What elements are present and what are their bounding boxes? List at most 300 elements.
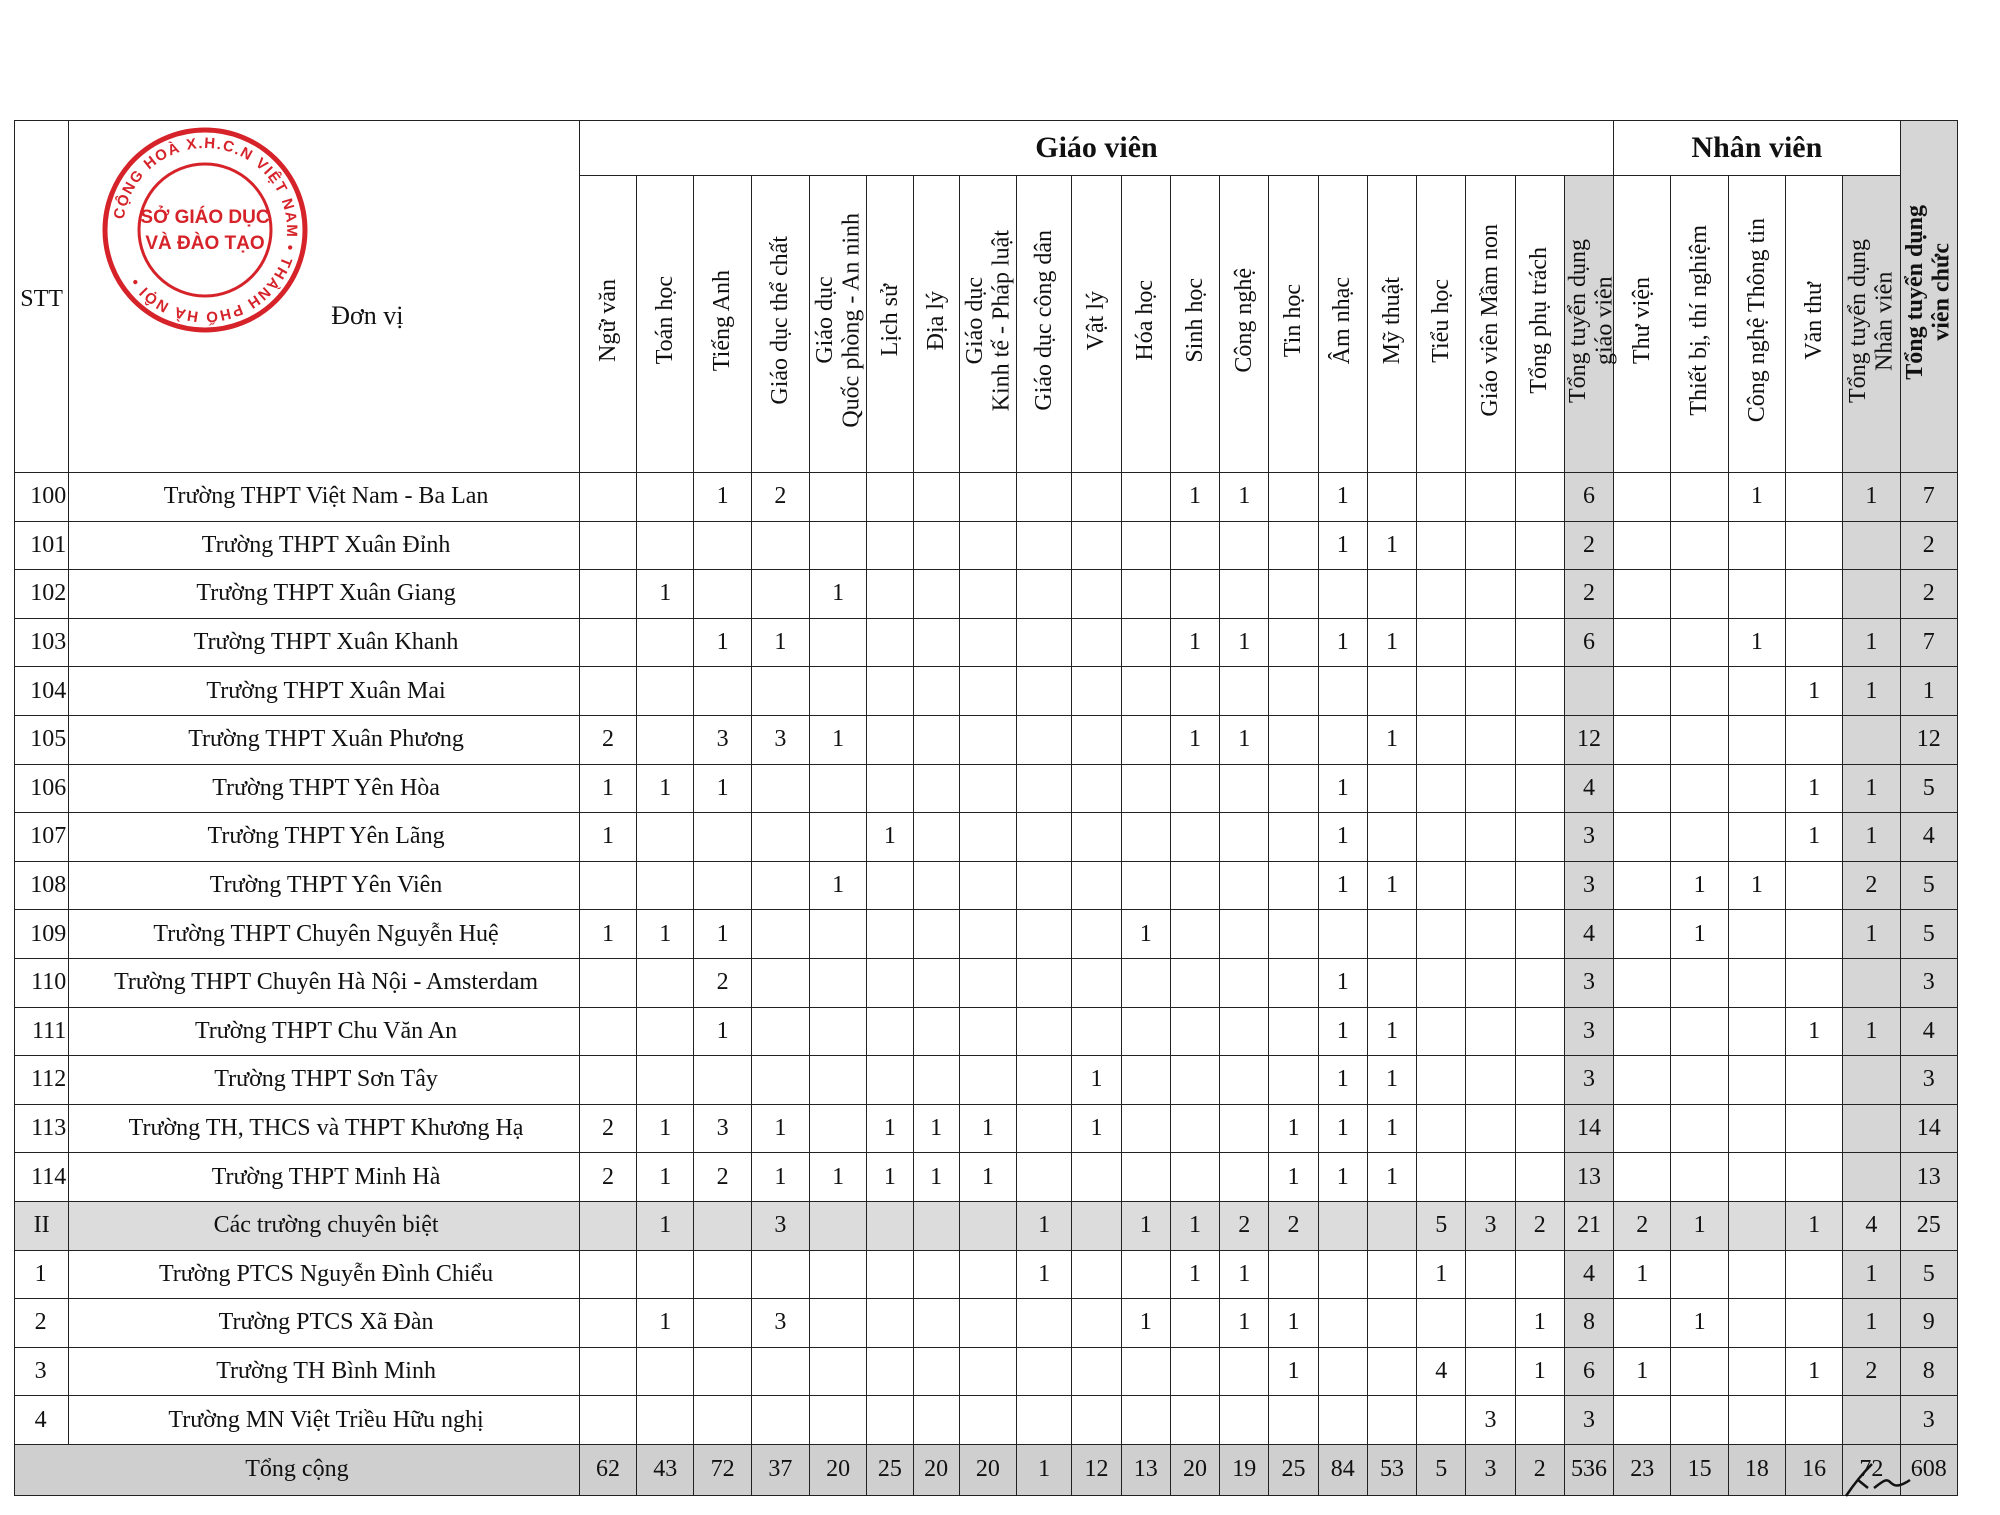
cell [867, 667, 913, 716]
row-unit-name: Trường THPT Xuân Đỉnh [69, 521, 580, 570]
cell: 25 [1900, 1201, 1957, 1250]
cell: 1 [637, 570, 694, 619]
cell [1220, 910, 1269, 959]
cell: 4 [1564, 1250, 1613, 1299]
cell: 1 [1170, 473, 1219, 522]
cell: 1 [637, 1201, 694, 1250]
cell [637, 667, 694, 716]
cell [959, 764, 1016, 813]
cell [1220, 861, 1269, 910]
cell [913, 1056, 959, 1105]
cell: 9 [1900, 1299, 1957, 1348]
cell [1072, 1347, 1121, 1396]
total-cell: 5 [1417, 1444, 1466, 1495]
cell: 1 [1318, 1056, 1367, 1105]
cell [1121, 1104, 1170, 1153]
column-header-23: Văn thư [1785, 176, 1842, 473]
row-stt: 105 [15, 715, 69, 764]
cell [1785, 1056, 1842, 1105]
column-header-22: Công nghệ Thông tin [1728, 176, 1785, 473]
cell: 1 [1367, 861, 1416, 910]
cell [1017, 1299, 1072, 1348]
cell [694, 861, 751, 910]
cell [694, 1056, 751, 1105]
cell [1367, 667, 1416, 716]
cell [1121, 764, 1170, 813]
cell: 1 [1072, 1104, 1121, 1153]
cell [1121, 570, 1170, 619]
cell: 3 [1564, 1007, 1613, 1056]
cell [1728, 910, 1785, 959]
total-cell: 536 [1564, 1444, 1613, 1495]
cell [913, 861, 959, 910]
cell: 1 [1367, 1104, 1416, 1153]
column-header-1: Toán học [637, 176, 694, 473]
total-cell: 15 [1671, 1444, 1728, 1495]
cell [810, 1007, 867, 1056]
cell [1671, 1347, 1728, 1396]
cell [694, 1347, 751, 1396]
column-header-7: Giáo dục Kinh tế - Pháp luật [959, 176, 1016, 473]
cell [1072, 1299, 1121, 1348]
column-header-3: Giáo dục thể chất [751, 176, 809, 473]
cell [579, 1347, 636, 1396]
cell: 1 [1843, 667, 1900, 716]
table-row [15, 1007, 1958, 1056]
cell [810, 958, 867, 1007]
cell [959, 1250, 1016, 1299]
cell: 2 [694, 1153, 751, 1202]
cell: 2 [1564, 570, 1613, 619]
total-cell: 62 [579, 1444, 636, 1495]
cell: 1 [1318, 1007, 1367, 1056]
cell [959, 958, 1016, 1007]
initials-signature [1838, 1458, 1928, 1503]
cell [1417, 618, 1466, 667]
cell [1515, 1396, 1564, 1445]
cell: 3 [751, 715, 809, 764]
cell: 2 [1900, 521, 1957, 570]
cell [810, 473, 867, 522]
cell [1785, 473, 1842, 522]
cell [1417, 910, 1466, 959]
cell [1121, 1007, 1170, 1056]
cell [1728, 1299, 1785, 1348]
cell [1843, 1056, 1900, 1105]
cell [694, 1299, 751, 1348]
row-stt: II [15, 1201, 69, 1250]
cell [1671, 764, 1728, 813]
cell [913, 764, 959, 813]
cell [1785, 1153, 1842, 1202]
cell: 4 [1417, 1347, 1466, 1396]
cell: 1 [867, 1153, 913, 1202]
cell [1728, 764, 1785, 813]
cell [1515, 1250, 1564, 1299]
cell [1170, 1007, 1219, 1056]
cell [1269, 1396, 1318, 1445]
cell [751, 1347, 809, 1396]
table-row [15, 958, 1958, 1007]
row-stt: 107 [15, 813, 69, 862]
cell: 1 [1170, 618, 1219, 667]
cell [1072, 861, 1121, 910]
cell: 2 [579, 1153, 636, 1202]
cell [1417, 570, 1466, 619]
cell: 4 [1900, 1007, 1957, 1056]
cell [913, 473, 959, 522]
row-stt: 100 [15, 473, 69, 522]
cell: 1 [1220, 473, 1269, 522]
cell [1269, 910, 1318, 959]
cell [1318, 1299, 1367, 1348]
group-row [15, 1201, 1958, 1250]
cell: 1 [1843, 1250, 1900, 1299]
seal-center-line2: VÀ ĐÀO TẠO [145, 233, 265, 254]
cell [913, 1250, 959, 1299]
cell [579, 1007, 636, 1056]
cell [1843, 1396, 1900, 1445]
cell [959, 1056, 1016, 1105]
cell [1785, 1250, 1842, 1299]
cell [1614, 715, 1671, 764]
cell [1269, 813, 1318, 862]
cell [1728, 1201, 1785, 1250]
stt-header: STT [15, 121, 69, 473]
cell [751, 861, 809, 910]
cell [1728, 521, 1785, 570]
column-header-8: Giáo dục công dân [1017, 176, 1072, 473]
column-header-11: Sinh học [1170, 176, 1219, 473]
column-header-10: Hóa học [1121, 176, 1170, 473]
cell [1614, 1299, 1671, 1348]
cell: 1 [1785, 667, 1842, 716]
cell: 12 [1564, 715, 1613, 764]
cell [1017, 521, 1072, 570]
cell: 1 [1900, 667, 1957, 716]
cell [1367, 1299, 1416, 1348]
table-row [15, 618, 1958, 667]
grand-total-header: Tổng tuyển dụng viên chức [1900, 121, 1957, 473]
cell: 1 [1318, 764, 1367, 813]
cell: 1 [1318, 1104, 1367, 1153]
cell: 1 [1318, 618, 1367, 667]
cell: 2 [1843, 861, 1900, 910]
cell: 1 [1318, 1153, 1367, 1202]
cell [1417, 1007, 1466, 1056]
cell [1671, 1396, 1728, 1445]
seal-ring-text: CỘNG HOÀ X.H.C.N VIỆT NAM • THÀNH PHỐ HÀ NỘI • [110, 134, 301, 326]
cell: 3 [694, 1104, 751, 1153]
cell: 4 [1900, 813, 1957, 862]
cell [959, 813, 1016, 862]
cell: 1 [694, 764, 751, 813]
cell: 1 [1269, 1153, 1318, 1202]
row-stt: 109 [15, 910, 69, 959]
cell: 1 [1614, 1347, 1671, 1396]
cell [1367, 473, 1416, 522]
cell [1515, 570, 1564, 619]
cell [1121, 813, 1170, 862]
cell: 1 [1843, 1007, 1900, 1056]
cell [1515, 813, 1564, 862]
total-cell: 72 [1843, 1444, 1900, 1495]
cell: 1 [1843, 1299, 1900, 1348]
cell [1785, 861, 1842, 910]
cell [637, 813, 694, 862]
cell [1785, 715, 1842, 764]
cell [1614, 1104, 1671, 1153]
table-row [15, 910, 1958, 959]
cell [959, 1347, 1016, 1396]
cell [1614, 1396, 1671, 1445]
row-unit-name: Trường MN Việt Triều Hữu nghị [69, 1396, 580, 1445]
cell [1121, 521, 1170, 570]
cell [1121, 667, 1170, 716]
cell: 1 [1515, 1347, 1564, 1396]
cell: 1 [1220, 1299, 1269, 1348]
cell [810, 521, 867, 570]
column-header-16: Tiểu học [1417, 176, 1466, 473]
cell [1614, 910, 1671, 959]
cell [1017, 1056, 1072, 1105]
table-row [15, 473, 1958, 522]
row-stt: 2 [15, 1299, 69, 1348]
cell [694, 570, 751, 619]
cell [751, 570, 809, 619]
cell: 2 [1843, 1347, 1900, 1396]
cell: 13 [1564, 1153, 1613, 1202]
cell [1785, 910, 1842, 959]
cell [1614, 1153, 1671, 1202]
cell: 13 [1900, 1153, 1957, 1202]
cell [1367, 958, 1416, 1007]
cell [1220, 1104, 1269, 1153]
cell [1614, 473, 1671, 522]
cell [1417, 861, 1466, 910]
total-cell: 25 [1269, 1444, 1318, 1495]
cell [1417, 958, 1466, 1007]
cell [1466, 1056, 1515, 1105]
cell [1728, 1104, 1785, 1153]
cell [579, 473, 636, 522]
cell: 1 [694, 910, 751, 959]
cell [1220, 958, 1269, 1007]
cell [959, 1007, 1016, 1056]
cell [1170, 667, 1219, 716]
total-cell: 608 [1900, 1444, 1957, 1495]
cell [1614, 1007, 1671, 1056]
table-row [15, 521, 1958, 570]
cell [694, 1250, 751, 1299]
cell [579, 1056, 636, 1105]
cell: 14 [1900, 1104, 1957, 1153]
cell [1220, 813, 1269, 862]
cell: 5 [1900, 861, 1957, 910]
cell [1614, 813, 1671, 862]
cell [810, 667, 867, 716]
cell [1220, 1056, 1269, 1105]
cell: 3 [1466, 1396, 1515, 1445]
cell: 1 [1269, 1299, 1318, 1348]
cell [1318, 1396, 1367, 1445]
cell [1417, 1104, 1466, 1153]
row-unit-name: Trường THPT Xuân Mai [69, 667, 580, 716]
cell [1269, 861, 1318, 910]
cell [1220, 667, 1269, 716]
column-header-0: Ngữ văn [579, 176, 636, 473]
cell: 1 [1318, 861, 1367, 910]
cell [1785, 1299, 1842, 1348]
cell [1269, 1007, 1318, 1056]
cell [1515, 521, 1564, 570]
cell: 2 [1269, 1201, 1318, 1250]
cell: 1 [1843, 618, 1900, 667]
table-row [15, 667, 1958, 716]
cell: 1 [1170, 1250, 1219, 1299]
cell [1728, 1250, 1785, 1299]
column-header-18: Tổng phụ trách [1515, 176, 1564, 473]
cell [579, 1299, 636, 1348]
cell [1785, 570, 1842, 619]
cell [1671, 570, 1728, 619]
cell [1017, 861, 1072, 910]
cell: 6 [1564, 618, 1613, 667]
cell: 1 [913, 1153, 959, 1202]
cell [1417, 1056, 1466, 1105]
cell [913, 813, 959, 862]
cell [579, 861, 636, 910]
total-cell: 20 [913, 1444, 959, 1495]
total-cell: 23 [1614, 1444, 1671, 1495]
cell [959, 667, 1016, 716]
cell [579, 958, 636, 1007]
cell [637, 1396, 694, 1445]
cell: 1 [1170, 715, 1219, 764]
cell [959, 473, 1016, 522]
cell [1121, 1153, 1170, 1202]
cell [1614, 521, 1671, 570]
cell [1072, 1396, 1121, 1445]
cell [637, 1250, 694, 1299]
totals-label: Tổng cộng [15, 1444, 580, 1495]
cell [1785, 521, 1842, 570]
cell: 2 [1564, 521, 1613, 570]
row-unit-name: Trường THPT Xuân Khanh [69, 618, 580, 667]
cell [1417, 1153, 1466, 1202]
total-cell: 84 [1318, 1444, 1367, 1495]
row-stt: 112 [15, 1056, 69, 1105]
cell: 1 [1017, 1250, 1072, 1299]
cell: 3 [1564, 1396, 1613, 1445]
cell: 1 [1785, 1201, 1842, 1250]
cell [867, 715, 913, 764]
cell [810, 1299, 867, 1348]
cell [694, 813, 751, 862]
cell [1466, 570, 1515, 619]
cell [1515, 715, 1564, 764]
cell [1170, 764, 1219, 813]
cell [1017, 1007, 1072, 1056]
cell [1671, 958, 1728, 1007]
cell: 1 [810, 861, 867, 910]
cell [1269, 521, 1318, 570]
cell [1017, 1396, 1072, 1445]
cell [867, 764, 913, 813]
cell: 1 [1671, 861, 1728, 910]
cell [1466, 910, 1515, 959]
cell [1367, 764, 1416, 813]
cell [751, 1007, 809, 1056]
row-unit-name: Các trường chuyên biệt [69, 1201, 580, 1250]
cell [637, 1056, 694, 1105]
cell: 1 [1121, 1299, 1170, 1348]
cell [959, 910, 1016, 959]
cell: 4 [1564, 764, 1613, 813]
cell [1170, 1299, 1219, 1348]
table-row [15, 1056, 1958, 1105]
cell [1466, 1347, 1515, 1396]
cell: 5 [1900, 1250, 1957, 1299]
cell [1417, 813, 1466, 862]
cell: 4 [1843, 1201, 1900, 1250]
cell [1728, 570, 1785, 619]
cell [1614, 570, 1671, 619]
cell: 1 [1785, 1007, 1842, 1056]
cell: 1 [1367, 1007, 1416, 1056]
cell [810, 618, 867, 667]
cell [1417, 715, 1466, 764]
cell: 1 [1318, 813, 1367, 862]
cell: 3 [1564, 813, 1613, 862]
cell [1671, 715, 1728, 764]
cell [959, 715, 1016, 764]
cell [1466, 1250, 1515, 1299]
cell: 1 [637, 764, 694, 813]
cell [867, 473, 913, 522]
row-unit-name: Trường THPT Chuyên Nguyễn Huệ [69, 910, 580, 959]
cell [1318, 1250, 1367, 1299]
cell: 1 [1170, 1201, 1219, 1250]
column-header-15: Mỹ thuật [1367, 176, 1416, 473]
cell [1367, 1250, 1416, 1299]
table-row [15, 764, 1958, 813]
cell [1017, 910, 1072, 959]
row-stt: 103 [15, 618, 69, 667]
cell [637, 473, 694, 522]
cell: 1 [1220, 715, 1269, 764]
cell [1564, 667, 1613, 716]
cell [1515, 667, 1564, 716]
column-header-17: Giáo viên Mầm non [1466, 176, 1515, 473]
cell: 3 [751, 1201, 809, 1250]
cell: 1 [637, 910, 694, 959]
cell [1843, 570, 1900, 619]
cell [1017, 1153, 1072, 1202]
cell [1220, 570, 1269, 619]
cell [1671, 667, 1728, 716]
cell: 3 [1564, 861, 1613, 910]
cell [867, 1347, 913, 1396]
cell: 2 [751, 473, 809, 522]
cell [867, 910, 913, 959]
cell [959, 570, 1016, 619]
cell [1367, 1201, 1416, 1250]
cell: 1 [637, 1153, 694, 1202]
cell [1269, 958, 1318, 1007]
cell [1170, 521, 1219, 570]
total-cell: 2 [1515, 1444, 1564, 1495]
